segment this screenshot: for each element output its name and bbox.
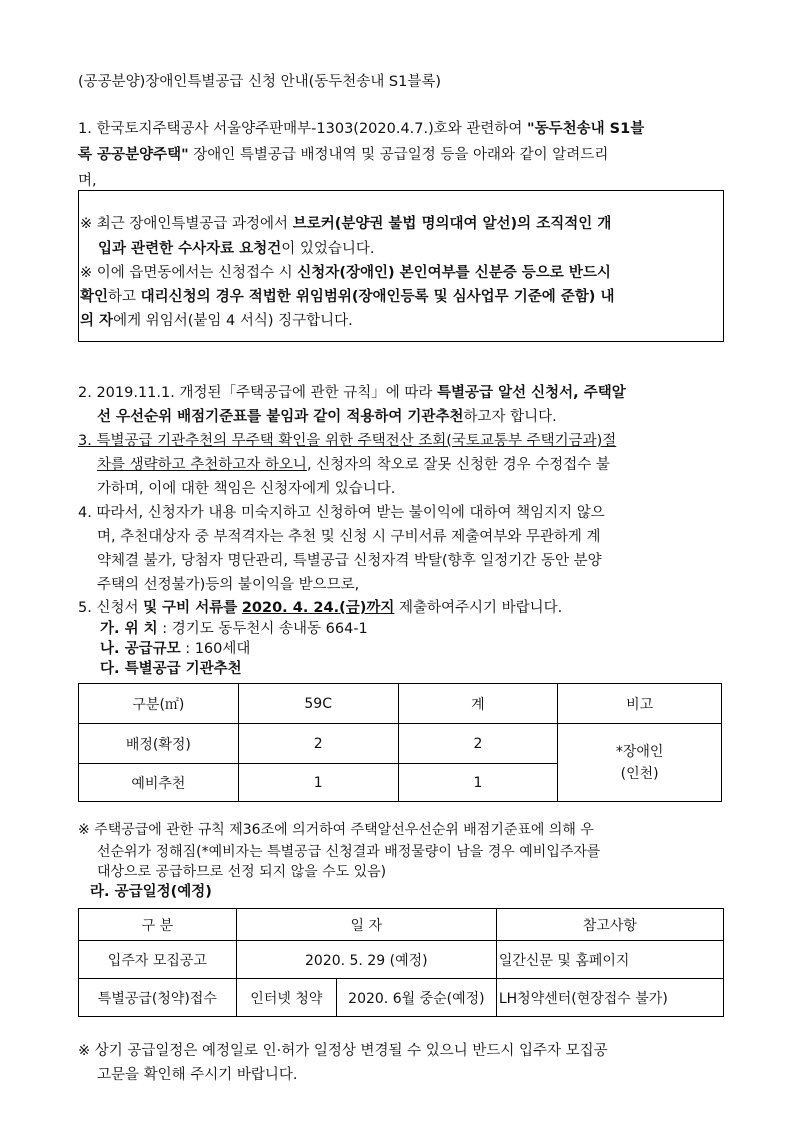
p2-bold: 특별공급 알선 신청서, 주택알 — [437, 385, 626, 401]
table-row — [79, 979, 724, 1017]
table1-row-label: 배정(확정) — [79, 724, 239, 764]
table2-header: 구 분 — [79, 909, 237, 941]
table-row — [79, 941, 724, 979]
p1-project-name: "동두천송내 S1블 — [527, 121, 645, 137]
paragraph-3-line-3: 가하며, 이에 대한 책임은 신청자에게 있습니다. — [97, 481, 396, 497]
p1-text-cont: 장애인 특별공급 배정내역 및 공급일정 등을 아래와 같이 알려드리 — [188, 147, 609, 163]
table2-date: 2020. 6월 중순(예정) — [336, 979, 496, 1017]
table1-row-label: 예비추천 — [79, 764, 239, 802]
table1-cell: 1 — [398, 764, 558, 802]
notice-text: ※ 이에 읍면동에서는 신청접수 시 — [80, 265, 298, 281]
paragraph-4-line-3: 약체결 불가, 당첨자 명단관리, 특별공급 신청자격 박탈(향후 일정기간 동안 분양 — [97, 553, 602, 569]
notice-bold: 브로커(분양권 불법 명의대여 알선)의 조직적인 개 — [292, 216, 612, 232]
notice-bold: 입과 관련한 수사자료 요청건 — [98, 241, 282, 257]
table1-header: 구분(㎡) — [79, 684, 239, 724]
table2-header: 일 자 — [236, 909, 496, 941]
note-line-1: *장애인 — [615, 743, 664, 760]
notice-text: ※ 최근 장애인특별공급 과정에서 — [80, 216, 293, 232]
table1-cell: 1 — [238, 764, 398, 802]
paragraph-4-line-2: 며, 추천대상자 중 부적격자는 추천 및 신청 시 구비서류 제출여부와 무관하게 계 — [97, 529, 601, 545]
p2-text: 2. 2019.11.1. 개정된「주택공급에 관한 규칙」에 따라 — [78, 385, 437, 401]
schedule-heading: 라. 공급일정(예정) — [90, 884, 212, 900]
paragraph-2-line-1 — [78, 381, 626, 405]
notice-bold: 의 자 — [80, 313, 114, 329]
p3-text: , 신청자의 착오로 잘못 신청한 경우 수정접수 불 — [306, 457, 610, 473]
paragraph-3-line-1: 3. 특별공급 기관추천의 무주택 확인을 위한 주택전산 조회(국토교통부 주택기금과)절 — [78, 433, 617, 449]
document-title: (공공분양)장애인특별공급 신청 안내(동두천송내 S1블록) — [78, 74, 442, 90]
paragraph-2-line-2 — [97, 405, 557, 429]
paragraph-1-line-3: 며, — [78, 173, 97, 189]
notice-line-3 — [80, 261, 611, 285]
paragraph-4-line-1: 4. 따라서, 신청자가 내용 미숙지하고 신청하여 받는 불이익에 대하여 책임지지 않으 — [78, 505, 605, 521]
notice-line-2 — [98, 237, 375, 261]
table2-method: 인터넷 청약 — [236, 979, 336, 1017]
p2-text: 하고자 합니다. — [463, 409, 557, 425]
p2-bold: 선 우선순위 배점기준표를 붙임과 같이 적용하여 기관추천 — [97, 409, 464, 425]
p5-deadline: 2020. 4. 24.(금)까지 — [241, 600, 395, 616]
table2-row-label: 특별공급(청약)접수 — [79, 979, 237, 1017]
table2-header: 참고사항 — [496, 909, 723, 941]
notice-text: 하고 — [108, 289, 141, 305]
scale-label: 나. 공급규모 — [100, 641, 181, 657]
allocation-table — [78, 683, 722, 802]
table2-date: 2020. 5. 29 (예정) — [236, 941, 496, 979]
table1-header: 비고 — [558, 684, 722, 724]
table1-note-cell — [558, 724, 722, 802]
p1-project-name-cont: 록 공공분양주택" — [78, 147, 189, 163]
table-row — [79, 724, 722, 764]
p5-bold: 및 구비 서류를 — [143, 600, 238, 616]
notice-bold: 신청자(장애인) 본인여부를 신분증 등으로 반드시 — [297, 265, 611, 281]
paragraph-4-line-4: 주택의 선정불가)등의 불이익을 받으므로, — [97, 577, 360, 593]
p5-text: 5. 신청서 — [78, 600, 144, 616]
note1-line-2: 선순위가 정해짐(*예비자는 특별공급 신청결과 배정물량이 남을 경우 예비입주자를 — [97, 844, 601, 860]
table1-cell: 2 — [238, 724, 398, 764]
scale-value: : 160세대 — [180, 641, 251, 657]
paragraph-1-line-1 — [78, 117, 644, 141]
notice-line-4 — [80, 285, 615, 309]
table1-header: 59C — [238, 684, 398, 724]
table2-row-label: 입주자 모집공고 — [79, 941, 237, 979]
note2-line-2: 고문을 확인해 주시기 바랍니다. — [97, 1067, 298, 1083]
location-value: : 경기도 동두천시 송내동 664-1 — [157, 621, 368, 637]
table2-ref: 일간신문 및 홈페이지 — [496, 941, 723, 979]
notice-bold: 대리신청의 경우 적법한 위임범위(장애인등록 및 심사업무 기준에 준함) 내 — [140, 289, 615, 305]
p5-text-end: 제출하여주시기 바랍니다. — [394, 600, 563, 616]
paragraph-3-line-2 — [97, 453, 610, 477]
notice-line-5 — [80, 309, 353, 333]
note1-line-3: 대상으로 공급하므로 선정 되지 않을 수도 있음) — [97, 864, 387, 880]
notice-line-1 — [80, 212, 611, 236]
note1-line-1: ※ 주택공급에 관한 규칙 제36조에 의거하여 주택알선우선순위 배점기준표에 의해 우 — [78, 822, 594, 838]
paragraph-1-line-2 — [78, 143, 608, 167]
table2-ref: LH청약센터(현장접수 불가) — [496, 979, 723, 1017]
location-label: 가. 위 치 — [100, 621, 158, 637]
notice-text: 이 있었습니다. — [281, 241, 375, 257]
p3-underlined: 차를 생략하고 추천하고자 하오니 — [97, 457, 307, 473]
note-line-2: (인천) — [620, 765, 659, 782]
info-special-supply-heading: 다. 특별공급 기관추천 — [100, 661, 242, 677]
table1-cell: 2 — [398, 724, 558, 764]
table1-header: 계 — [398, 684, 558, 724]
note2-line-1: ※ 상기 공급일정은 예정일로 인·허가 일정상 변경될 수 있으니 반드시 입주자 모집공 — [78, 1043, 608, 1059]
notice-bold: 확인 — [80, 289, 109, 305]
notice-text: 에게 위임서(붙임 4 서식) 징구합니다. — [113, 313, 353, 329]
p1-text: 1. 한국토지주택공사 서울양주판매부-1303(2020.4.7.)호와 관련하여 — [78, 121, 528, 137]
schedule-table — [78, 908, 724, 1017]
